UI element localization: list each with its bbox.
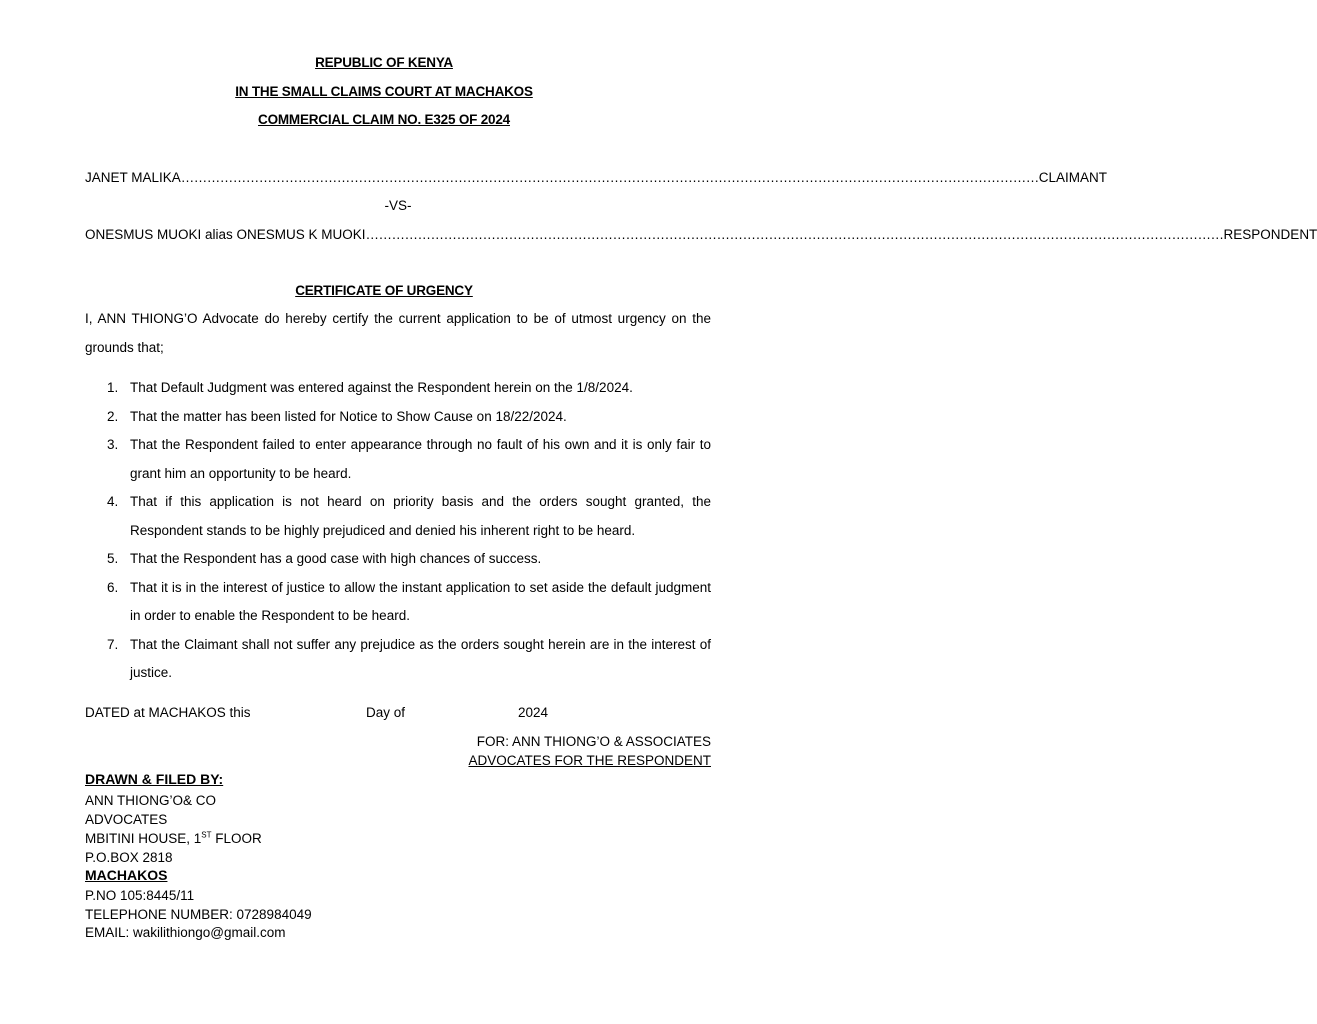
dated-line: [85, 705, 711, 725]
drawn-building: [85, 829, 262, 848]
list-item: [85, 574, 711, 631]
claimant-leader-dots: ………………………………………………………………………………………………………………………………………………………………………………: [180, 170, 1039, 185]
dated-day-label: Day of: [366, 705, 406, 720]
respondent-role: RESPONDENT: [1223, 227, 1317, 242]
list-number: 6.: [107, 579, 119, 595]
list-item: [85, 403, 711, 432]
list-text: That the Respondent has a good case with high chances of success.: [130, 551, 542, 566]
drawn-advocates: ADVOCATES: [85, 812, 168, 827]
list-text: That Default Judgment was entered against the Respondent herein on the 1/8/2024.: [130, 380, 633, 395]
drawn-email: EMAIL: wakilithiongo@gmail.com: [85, 925, 286, 940]
header-claim-number: COMMERCIAL CLAIM NO. E325 OF 2024: [258, 112, 510, 127]
claimant-line: [85, 170, 1108, 185]
list-number: 3.: [107, 437, 119, 452]
list-text: That if this application is not heard on priority basis and the orders sought granted, the Respondent stands to be highly prejudiced and denied his inherent right to be heard.: [130, 494, 711, 538]
list-item: [85, 431, 711, 488]
list-item: [85, 631, 711, 688]
list-item: [85, 545, 711, 574]
list-item: [85, 374, 711, 403]
signature-for-line: FOR: ANN THIONG’O & ASSOCIATES: [476, 734, 711, 749]
grounds-list: [85, 374, 711, 688]
respondent-leader-dots: ………………………………………………………………………………………………………………………………………………………………………………: [365, 227, 1224, 242]
drawn-town: MACHAKOS: [85, 867, 168, 883]
list-number: 5.: [107, 551, 119, 566]
certificate-intro: I, ANN THIONG’O Advocate do hereby certify the current application to be of utmost urgency on the grounds that;: [85, 311, 711, 355]
dated-year: 2024: [518, 705, 549, 720]
list-number: 2.: [107, 408, 119, 424]
respondent-name: ONESMUS MUOKI alias ONESMUS K MUOKI: [85, 227, 366, 242]
list-number: 4.: [107, 494, 119, 509]
list-text: That the matter has been listed for Notice to Show Cause on 18/22/2024.: [130, 408, 567, 424]
building-name: MBITINI HOUSE, 1: [85, 831, 202, 846]
list-number: 1.: [107, 380, 119, 395]
header-court: IN THE SMALL CLAIMS COURT AT MACHAKOS: [235, 84, 533, 99]
list-text: That the Claimant shall not suffer any prejudice as the orders sought herein are in the interest of justice.: [130, 636, 711, 680]
header-republic: REPUBLIC OF KENYA: [315, 55, 453, 70]
list-item: [85, 488, 711, 545]
respondent-line: [85, 227, 1317, 242]
floor-superscript: ST: [201, 830, 212, 840]
drawn-pobox: P.O.BOX 2818: [85, 850, 173, 865]
dated-label: DATED at MACHAKOS this: [85, 705, 251, 720]
list-number: 7.: [107, 636, 119, 652]
floor-label: FLOOR: [211, 831, 262, 846]
certificate-title: CERTIFICATE OF URGENCY: [295, 283, 473, 298]
list-text: That the Respondent failed to enter appearance through no fault of his own and it is only fair to grant him an opportunity to be heard.: [130, 437, 711, 481]
drawn-pno: P.NO 105:8445/11: [85, 888, 195, 903]
claimant-name: JANET MALIKA: [85, 170, 181, 185]
drawn-telephone: TELEPHONE NUMBER: 0728984049: [85, 907, 312, 922]
drawn-firm: ANN THIONG’O& CO: [85, 793, 217, 808]
list-text: That it is in the interest of justice to allow the instant application to set aside the default judgment in order to enable the Respondent to be heard.: [130, 579, 711, 623]
signature-role-line: ADVOCATES FOR THE RESPONDENT: [468, 753, 711, 768]
versus-label: -VS-: [384, 198, 412, 213]
claimant-role: CLAIMANT: [1038, 170, 1108, 185]
drawn-filed-title: DRAWN & FILED BY:: [85, 771, 224, 787]
